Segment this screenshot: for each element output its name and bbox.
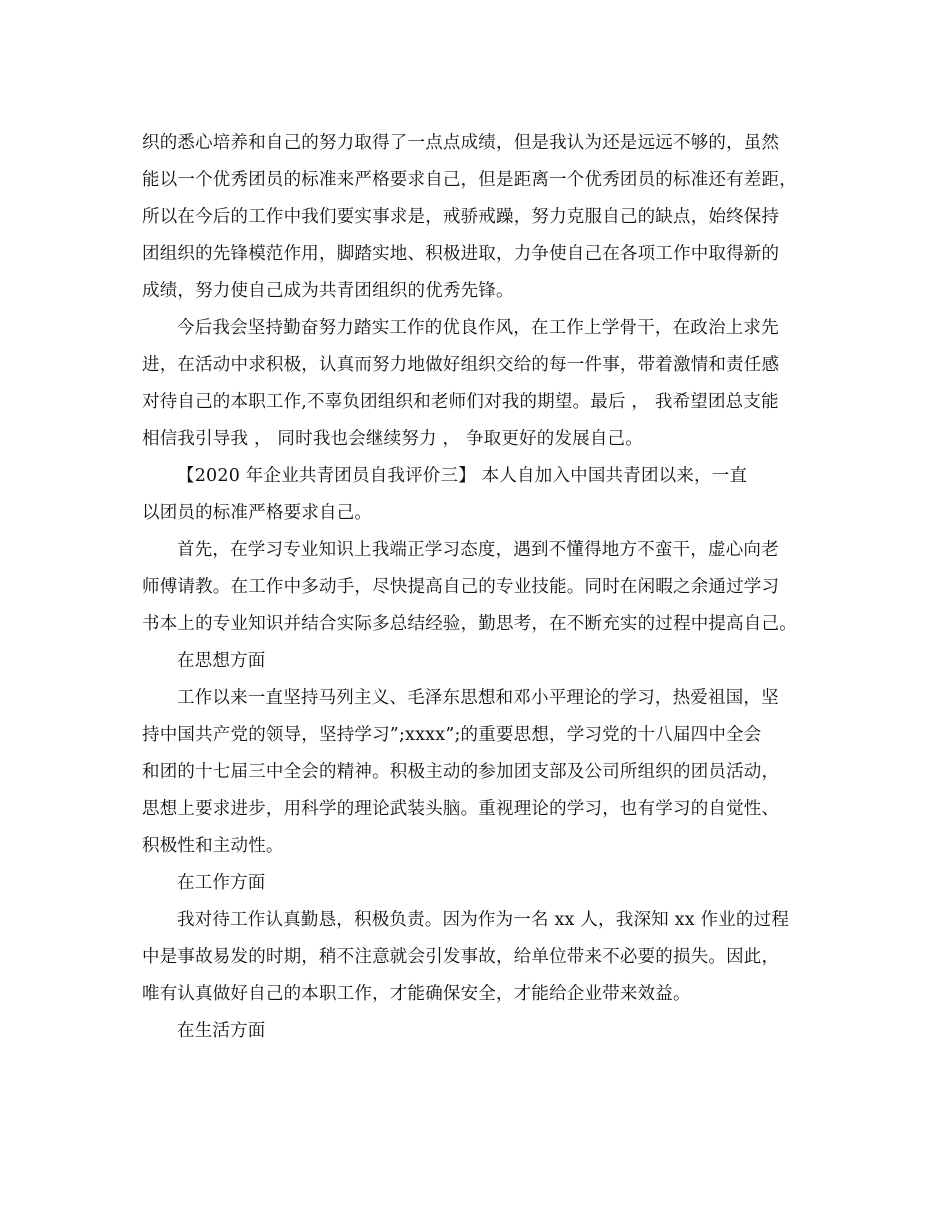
paragraph-start-line: 工作以来一直坚持马列主义、毛泽东思想和邓小平理论的学习，热爱祖国，坚 — [177, 688, 779, 708]
text-line: 成绩，努力使自己成为共青团组织的优秀先锋。 — [142, 281, 514, 301]
subheading-thought: 在思想方面 — [177, 651, 266, 671]
text-line: 对待自己的本职工作,不辜负团组织和老师们对我的期望。最后 ， 我希望团总支能 — [142, 392, 779, 412]
text-line: 积极性和主动性。 — [142, 836, 284, 856]
text-line: 中是事故易发的时期，稍不注意就会引发事故，给单位带来不必要的损失。因此， — [142, 947, 780, 967]
text-line: 唯有认真做好自己的本职工作，才能确保安全，才能给企业带来效益。 — [142, 984, 691, 1004]
paragraph-start-line: 我对待工作认真勤恳，积极负责。因为作为一名 xx 人，我深知 xx 作业的过程 — [177, 910, 790, 930]
text-line: 能以一个优秀团员的标准来严格要求自己，但是距离一个优秀团员的标准还有差距， — [142, 170, 797, 190]
text-line: 思想上要求进步，用科学的理论武装头脑。重视理论的学习，也有学习的自觉性、 — [142, 799, 780, 819]
subheading-life: 在生活方面 — [177, 1021, 266, 1041]
section-title-line: 【2020 年企业共青团员自我评价三】 本人自加入中国共青团以来，一直 — [177, 466, 748, 486]
text-line: 师傅请教。在工作中多动手，尽快提高自己的专业技能。同时在闲暇之余通过学习 — [142, 577, 780, 597]
text-line: 织的悉心培养和自己的努力取得了一点点成绩，但是我认为还是远远不够的，虽然 — [142, 133, 780, 153]
text-line: 进，在活动中求积极，认真而努力地做好组织交给的每一件事，带着激情和责任感 — [142, 355, 780, 375]
text-line: 和团的十七届三中全会的精神。积极主动的参加团支部及公司所组织的团员活动， — [142, 762, 780, 782]
text-line: 所以在今后的工作中我们要实事求是，戒骄戒躁，努力克服自己的缺点，始终保持 — [142, 207, 780, 227]
text-line: 持中国共产党的领导，坚持学习”;xxxx”;的重要思想，学习党的十八届四中全会 — [142, 725, 762, 745]
paragraph-start-line: 首先，在学习专业知识上我端正学习态度，遇到不懂得地方不蛮干，虚心向老 — [177, 540, 779, 560]
paragraph-start-line: 今后我会坚持勤奋努力踏实工作的优良作风，在工作上学骨干，在政治上求先 — [177, 318, 779, 338]
text-line: 书本上的专业知识并结合实际多总结经验，勤思考，在不断充实的过程中提高自己。 — [142, 614, 797, 634]
text-line: 团组织的先锋模范作用，脚踏实地、积极进取，力争使自己在各项工作中取得新的 — [142, 244, 780, 264]
subheading-work: 在工作方面 — [177, 873, 266, 893]
text-line: 以团员的标准严格要求自己。 — [142, 503, 373, 523]
text-line: 相信我引导我 ， 同时我也会继续努力 ， 争取更好的发展自己。 — [142, 429, 643, 449]
